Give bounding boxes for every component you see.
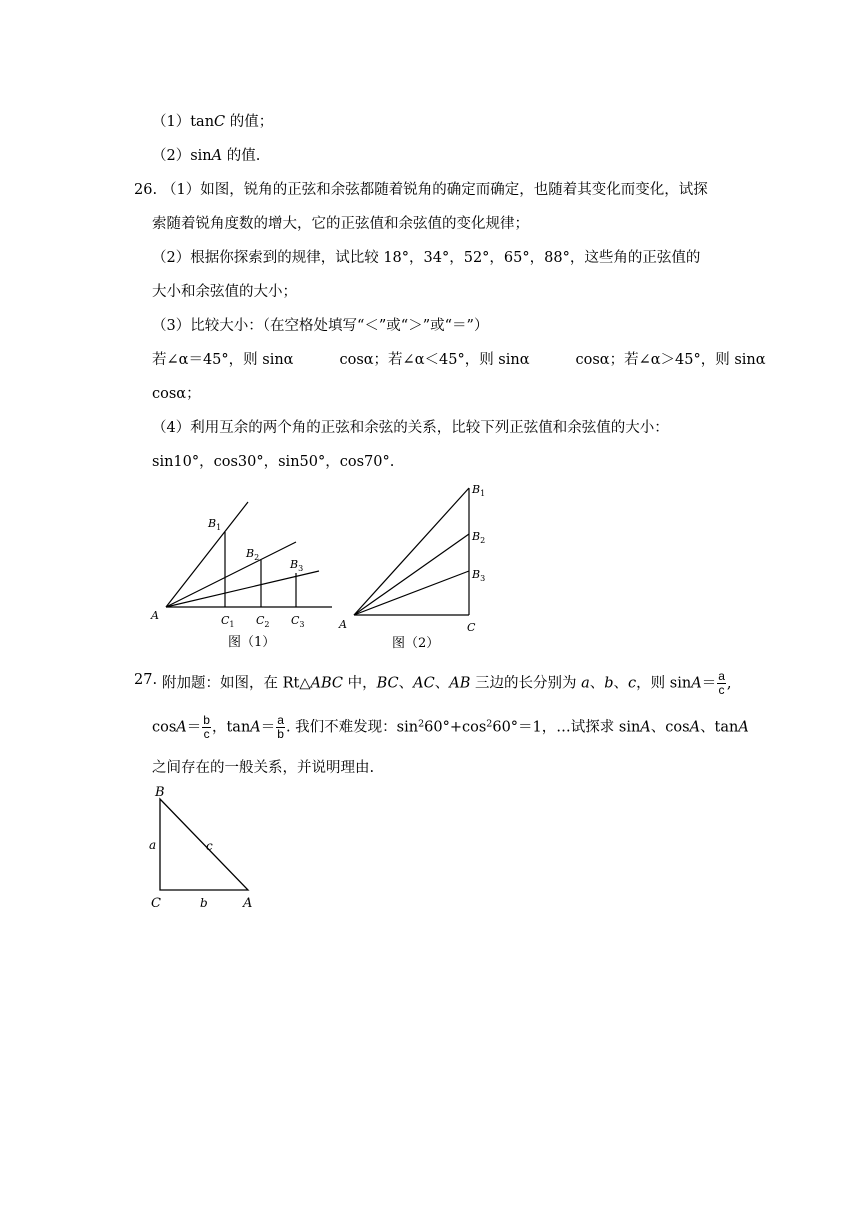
q27-text: 、 [398, 675, 414, 692]
q26-line-5: （3）比较大小：（在空格处填写“＜”或“＞”或“＝”） [152, 318, 489, 334]
fig1-label-c3: $C_3$ [291, 614, 305, 629]
q27-var: AC [413, 675, 435, 692]
fraction-numerator: a [718, 669, 725, 683]
q27-line-1 [162, 670, 731, 697]
fraction-tan-a [276, 714, 285, 741]
fraction-numerator: b [203, 713, 210, 727]
fraction-denominator: c [718, 683, 725, 697]
q27-exponent: 2 [418, 718, 425, 730]
q26-compare-equal: 若∠α＝45°，则 sinα [152, 352, 294, 368]
q27-var: c [628, 675, 637, 692]
q27-line-2 [152, 714, 749, 741]
fig2-label-a: A [339, 618, 347, 631]
q27-text: ，则 sin [636, 675, 692, 692]
q26-line-1: （1）如图，锐角的正弦和余弦都随着锐角的确定而确定，也随着其变化而变化，试探 [162, 182, 708, 198]
fig2-caption: 图（2） [392, 636, 440, 651]
q26-figure-1 [148, 490, 334, 656]
q26-compare-greater: cosα；若∠α＞45°，则 sinα [575, 352, 766, 368]
tri-label-c: C [151, 896, 161, 910]
q27-text: 60°+cos [424, 719, 487, 736]
q27-var: A [640, 719, 651, 736]
tri-side-a: a [149, 838, 157, 852]
q27-var: a [581, 675, 590, 692]
q27-text: 、 [613, 675, 629, 692]
q27-text: . 我们不难发现：sin [285, 719, 419, 736]
q27-text: cos [152, 719, 177, 736]
fig1-label-b2: $B_2$ [246, 547, 260, 562]
q27-exponent: 2 [486, 718, 493, 730]
fraction-numerator: a [277, 713, 284, 727]
q27-number: 27. [134, 672, 158, 688]
tri-label-a: A [243, 896, 253, 910]
q25-part1 [152, 112, 273, 132]
q26-line-6 [152, 350, 766, 370]
q25-part1-suffix: 的值； [225, 114, 274, 130]
q25-part1-var: C [214, 114, 226, 130]
q25-part2-suffix: 的值. [222, 148, 261, 164]
fraction-denominator: c [203, 727, 210, 741]
q27-text: 、 [589, 675, 605, 692]
q27-text: 中， [343, 675, 377, 692]
fraction-sin-a [717, 670, 726, 697]
q27-text: ＝ [260, 719, 276, 736]
q26-line-2: 索随着锐角度数的增大，它的正弦值和余弦值的变化规律； [152, 216, 529, 232]
fraction-cos-a [202, 714, 211, 741]
q26-line-7 [152, 384, 201, 404]
fig1-label-b3: $B_3$ [290, 558, 304, 573]
q26-figure-2 [334, 478, 514, 660]
q26-compare-less: cosα；若∠α＜45°，则 sinα [339, 352, 530, 368]
fig2-label-b2: $B_2$ [472, 530, 486, 545]
q27-var: b [604, 675, 614, 692]
q27-figure-triangle [146, 780, 266, 914]
fig2-label-c: C [467, 621, 476, 634]
q26-number: 26. [134, 182, 158, 198]
q27-text: 、tan [700, 719, 739, 736]
q25-part2-var: A [211, 148, 223, 164]
q26-line-4: 大小和余弦值的大小； [152, 284, 297, 300]
fraction-denominator: b [277, 727, 284, 741]
fig2-label-b3: $B_3$ [472, 568, 486, 583]
q27-text: ＝ [186, 719, 202, 736]
q27-text: 三边的长分别为 [470, 675, 582, 692]
q27-var: A [691, 675, 702, 692]
q25-part1-prefix: （1）tan [152, 114, 215, 130]
fig2-label-b1: $B_1$ [472, 483, 486, 498]
tri-side-b: b [200, 896, 208, 910]
q27-text: , [726, 675, 732, 692]
q27-text: 60°＝1，…试探求 sin [492, 719, 641, 736]
fig1-label-a: A [151, 609, 159, 622]
q27-line-3: 之间存在的一般关系，并说明理由. [152, 760, 375, 776]
q27-var: A [689, 719, 701, 736]
q27-var: A [250, 719, 261, 736]
q26-line-9: sin10°，cos30°，sin50°，cos70°. [152, 454, 395, 470]
q27-var: BC [376, 675, 399, 692]
q27-var: AB [449, 675, 471, 692]
fig1-label-c1: $C_1$ [221, 614, 235, 629]
fig1-label-c2: $C_2$ [256, 614, 270, 629]
q27-text: 、 [434, 675, 450, 692]
q26-line-7-text: cosα； [152, 386, 201, 402]
q26-line-8: （4）利用互余的两个角的正弦和余弦的关系，比较下列正弦值和余弦值的大小： [152, 420, 669, 436]
q27-var: A [738, 719, 749, 736]
q25-part2 [152, 146, 260, 166]
q25-part2-prefix: （2）sin [152, 148, 212, 164]
fig1-label-b1: $B_1$ [208, 517, 222, 532]
q27-text: 附加题：如图，在 Rt△ [162, 675, 311, 692]
q27-text: 、cos [650, 719, 690, 736]
tri-label-b: B [155, 785, 165, 800]
q27-text: ，tan [211, 719, 251, 736]
q27-var: A [176, 719, 187, 736]
q26-line-3: （2）根据你探索到的规律，试比较 18°，34°，52°，65°，88°，这些角的正弦值的 [152, 250, 701, 266]
q27-var: ABC [310, 675, 344, 692]
fig1-caption: 图（1） [228, 635, 276, 650]
tri-side-c: c [206, 839, 213, 853]
q27-text: ＝ [701, 675, 717, 692]
